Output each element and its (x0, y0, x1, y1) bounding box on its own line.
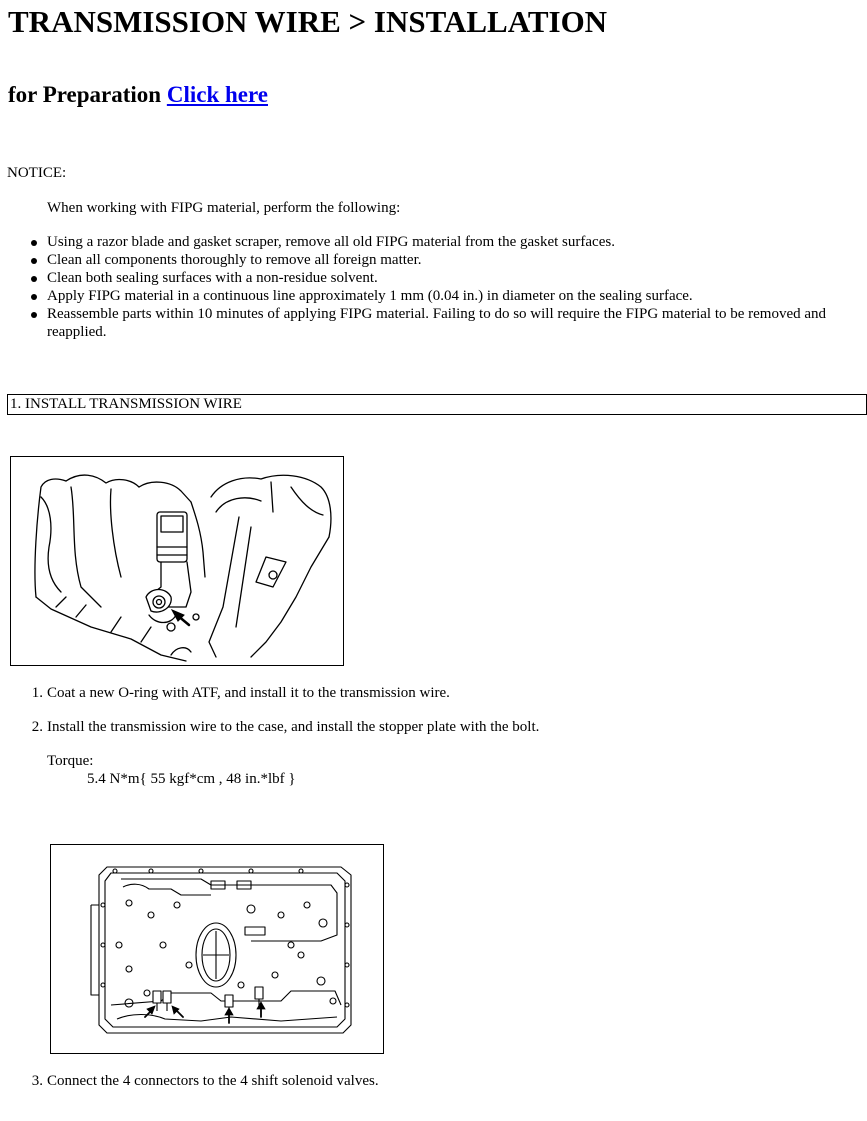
bullet-icon (31, 258, 37, 264)
bullet-icon (31, 276, 37, 282)
list-item: Reassemble parts within 10 minutes of applying FIPG material. Failing to do so will require the FIPG material to be removed and reapplied. (27, 305, 862, 341)
notice-intro: When working with FIPG material, perform the following: (47, 200, 401, 216)
valve-body-figure (50, 844, 384, 1054)
notice-label: NOTICE: (7, 165, 67, 181)
list-item: Using a razor blade and gasket scraper, remove all old FIPG material from the gasket surfaces. (27, 233, 862, 251)
preparation-prefix: for Preparation (8, 82, 162, 107)
notice-list (27, 233, 862, 341)
list-item: Apply FIPG material in a continuous line approximately 1 mm (0.04 in.) in diameter on the sealing surface. (27, 287, 862, 305)
valve-body-drawing (51, 845, 383, 1053)
section-heading: 1. INSTALL TRANSMISSION WIRE (7, 394, 867, 415)
torque-value: 5.4 N*m{ 55 kgf*cm , 48 in.*lbf } (87, 771, 296, 787)
bullet-icon (31, 240, 37, 246)
transmission-wire-drawing (11, 457, 343, 665)
bullet-icon (31, 312, 37, 318)
list-item: Clean all components thoroughly to remove all foreign matter. (27, 251, 862, 269)
page-title: TRANSMISSION WIRE > INSTALLATION (8, 4, 608, 39)
preparation-line (8, 82, 268, 108)
list-item: Clean both sealing surfaces with a non-residue solvent. (27, 269, 862, 287)
torque-label: Torque: (47, 753, 94, 769)
bullet-icon (31, 294, 37, 300)
preparation-link[interactable]: Click here (166, 82, 268, 107)
transmission-wire-figure (10, 456, 344, 666)
